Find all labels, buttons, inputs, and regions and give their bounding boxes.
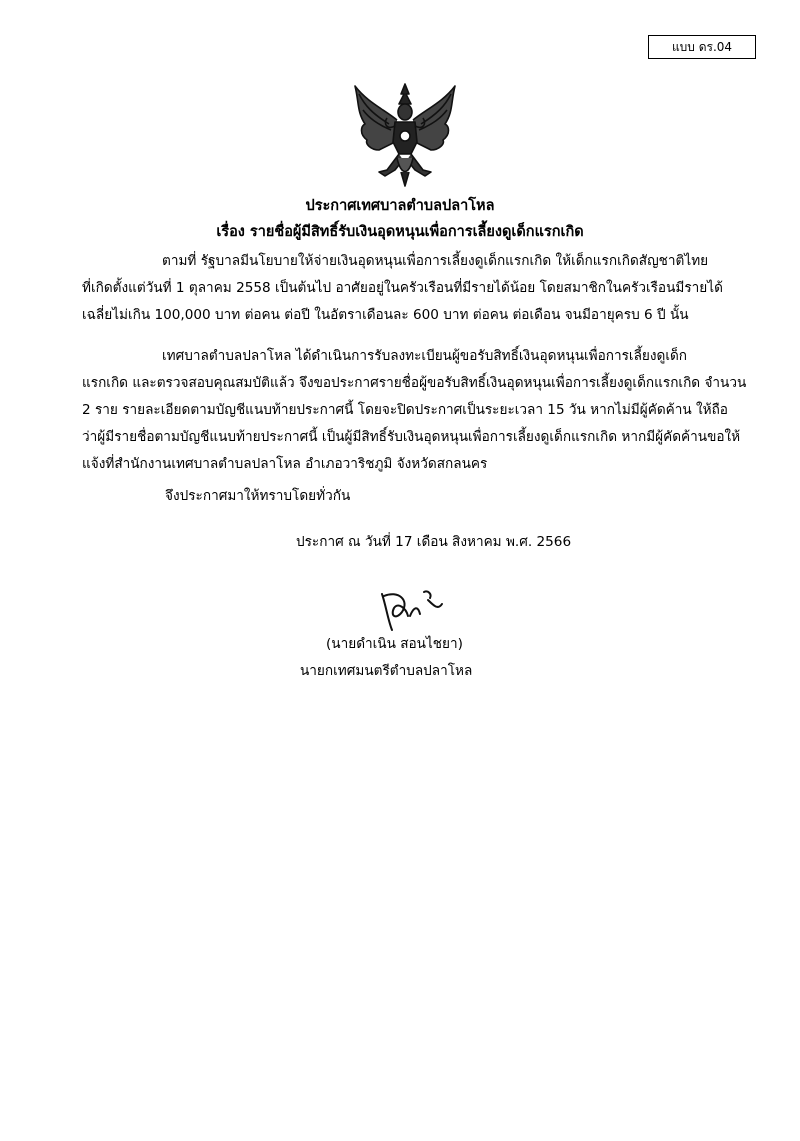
- body-paragraph-2: [82, 343, 768, 478]
- notice-issuer-heading: ประกาศเทศบาลตำบลปลาโหล: [305, 198, 495, 214]
- signer-name: (นายดำเนิน สอนไชยา): [326, 636, 463, 652]
- paragraph-2-line: 2 ราย รายละเอียดตามบัญชีแนบท้ายประกาศนี้ โดยจะปิดประกาศเป็นระยะเวลา 15 วัน หากไม่มีผู้คัดค้าน ให้ถือ: [82, 402, 728, 418]
- paragraph-2-line: ว่าผู้มีรายชื่อตามบัญชีแนบท้ายประกาศนี้ เป็นผู้มีสิทธิ์รับเงินอุดหนุนเพื่อการเลี้ยงดูเด็กแรกเกิด หากมีผู้คัดค้านขอให้: [82, 429, 741, 445]
- announcement-date: ประกาศ ณ วันที่ 17 เดือน สิงหาคม พ.ศ. 2566: [296, 534, 572, 550]
- paragraph-1-line: เฉลี่ยไม่เกิน 100,000 บาท ต่อคน ต่อปี ในอัตราเดือนละ 600 บาท ต่อคน ต่อเดือน จนมีอายุครบ 6 ปี นั้น: [82, 307, 689, 323]
- paragraph-2-line: เทศบาลตำบลปลาโหล ได้ดำเนินการรับลงทะเบียนผู้ขอรับสิทธิ์เงินอุดหนุนเพื่อการเลี้ยงดูเด็ก: [162, 348, 688, 364]
- body-paragraph-1: [82, 248, 768, 329]
- paragraph-1-line: ที่เกิดตั้งแต่วันที่ 1 ตุลาคม 2558 เป็นต้นไป อาศัยอยู่ในครัวเรือนที่มีรายได้น้อย โดยสมาชิกในครัวเรือนมีรายได้: [82, 280, 723, 296]
- notice-subject-heading: เรื่อง รายชื่อผู้มีสิทธิ์รับเงินอุดหนุนเพื่อการเลี้ยงดูเด็กแรกเกิด: [216, 224, 584, 240]
- paragraph-1-line: ตามที่ รัฐบาลมีนโยบายให้จ่ายเงินอุดหนุนเพื่อการเลี้ยงดูเด็กแรกเกิด ให้เด็กแรกเกิดสัญชาติไทย: [162, 253, 709, 269]
- handwritten-signature: [372, 586, 452, 636]
- paragraph-2-line: แจ้งที่สำนักงานเทศบาลตำบลปลาโหล อำเภอวาริชภูมิ จังหวัดสกลนคร: [82, 456, 488, 472]
- garuda-emblem-icon: [345, 80, 465, 190]
- form-code-box: แบบ ดร.04: [648, 35, 756, 59]
- closing-statement: จึงประกาศมาให้ทราบโดยทั่วกัน: [165, 488, 351, 504]
- signer-title: นายกเทศมนตรีตำบลปลาโหล: [300, 663, 473, 679]
- paragraph-2-line: แรกเกิด และตรวจสอบคุณสมบัติแล้ว จึงขอประกาศรายชื่อผู้ขอรับสิทธิ์เงินอุดหนุนเพื่อการเลี้ยงดูเด็กแรกเกิด จำนวน: [82, 375, 747, 391]
